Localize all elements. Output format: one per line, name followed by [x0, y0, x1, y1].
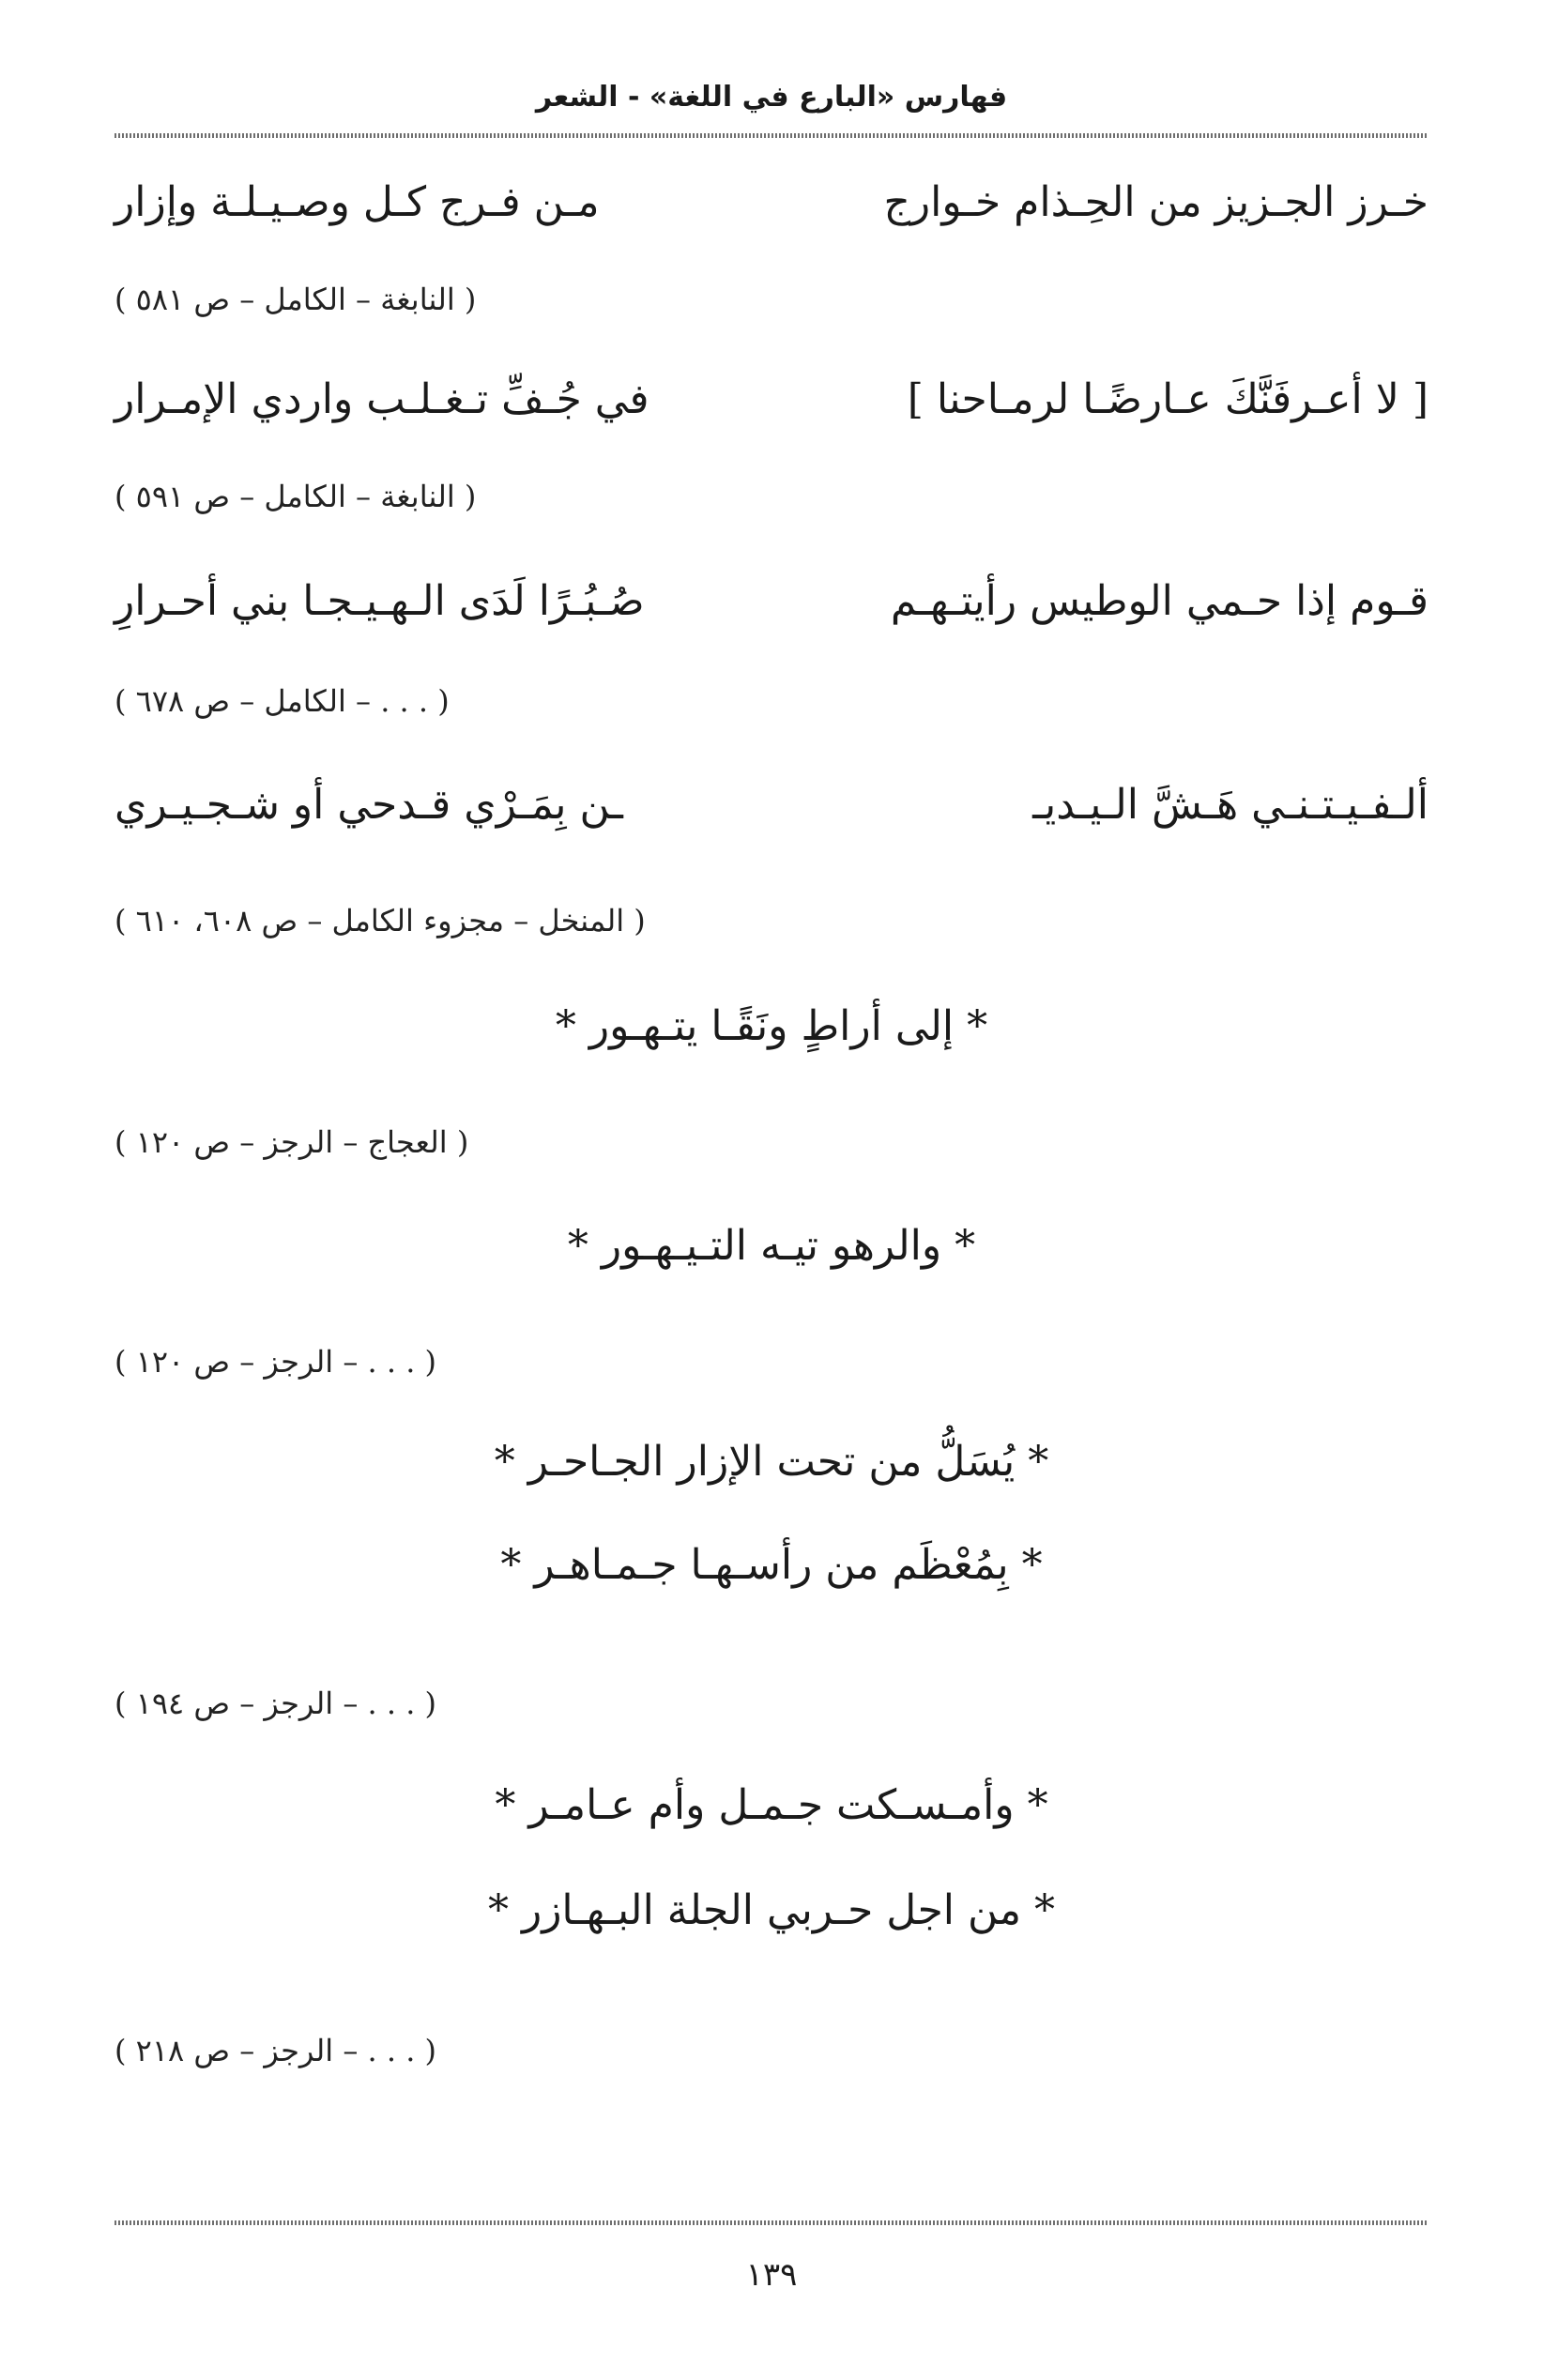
rajaz-line: * بِمُعْظَم من رأسـهـا جـمـاهـر * — [500, 1541, 1043, 1589]
verse-citation: ( النابغة – الكامل – ص ٥٨١ ) — [115, 282, 477, 317]
second-hemistich: في جُـفِّ تـغـلـب واردي الإمـرار — [115, 375, 649, 423]
verse-citation: ( . . . – الكامل – ص ٦٧٨ ) — [115, 683, 450, 719]
rajaz-line: * إلى أراطٍ ونَقًـا يتـهـور * — [555, 1002, 988, 1050]
verse-line — [115, 781, 1428, 829]
verse-line — [115, 178, 1428, 226]
first-hemistich: خـرز الجـزيز من الحِـذام خـوارج — [883, 178, 1428, 226]
rajaz-line: * يُسَلُّ من تحت الإزار الجـاحـر * — [494, 1438, 1049, 1486]
second-hemistich: مـن فـرج كـل وصـيـلـة وإزار — [115, 178, 600, 226]
rajaz-line: * من اجل حـربي الجلة البـهـازر * — [487, 1886, 1056, 1934]
rajaz-citation: ( العجاج – الرجز – ص ١٢٠ ) — [115, 1124, 469, 1160]
verse-line — [115, 577, 1428, 625]
first-hemistich: قـوم إذا حـمي الوطيس رأيتـهـم — [890, 577, 1428, 625]
verse-line — [115, 375, 1428, 423]
first-hemistich: [ لا أعـرفَنَّكَ عـارضًـا لرمـاحنا ] — [907, 375, 1428, 423]
rajaz-citation: ( . . . – الرجز – ص ١٩٤ ) — [115, 1686, 437, 1721]
first-hemistich: ألـفـيـتـنـي هَـشَّ الـيـديـ — [1032, 781, 1428, 829]
bottom-divider — [115, 2220, 1428, 2225]
verse-citation: ( المنخل – مجزوء الكامل – ص ٦٠٨، ٦١٠ ) — [115, 903, 646, 938]
rajaz-line: * وأمـسـكت جـمـل وأم عـامـر * — [495, 1781, 1048, 1829]
rajaz-line: * والرهو تيـه التـيـهـور * — [567, 1222, 976, 1270]
rajaz-citation: ( . . . – الرجز – ص ١٢٠ ) — [115, 1344, 437, 1380]
running-title: فهارس «البارع في اللغة» - الشعر — [535, 81, 1008, 114]
verse-citation: ( النابغة – الكامل – ص ٥٩١ ) — [115, 479, 477, 514]
second-hemistich: صُـبُـرًا لَدَى الـهـيـجـا بني أحـرارِ — [115, 577, 645, 625]
rajaz-citation: ( . . . – الرجز – ص ٢١٨ ) — [115, 2033, 437, 2068]
second-hemistich: ـن بِمَـرْي قـدحي أو شـجـيـري — [115, 781, 623, 829]
page-number: ١٣٩ — [745, 2256, 798, 2294]
top-divider — [115, 133, 1428, 138]
